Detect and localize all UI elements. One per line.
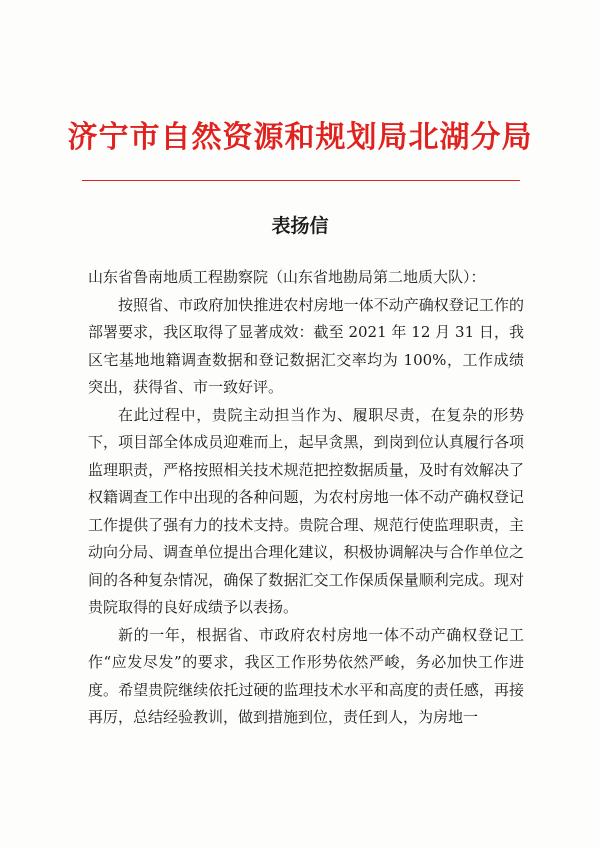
paragraph-1: 按照省、市政府加快推进农村房地一体不动产确权登记工作的部署要求，我区取得了显著成效：截至 2021 年 12 月 31 日，我区宅基地地籍调查数据和登记数据汇交率均为 100%，工作成绩突出，获得省、市一致好评。 — [88, 295, 524, 396]
letterhead-red-rule — [82, 180, 520, 181]
salutation: 山东省鲁南地质工程勘察院（山东省地勘局第二地质大队）： — [88, 268, 486, 286]
letterhead-org-name: 济宁市自然资源和规划局北湖分局 — [67, 120, 533, 155]
document-title: 表扬信 — [271, 215, 329, 237]
letter-body — [88, 264, 524, 732]
paragraph-3: 新的一年，根据省、市政府农村房地一体不动产确权登记工作“应发尽发”的要求，我区工作形势依然严峻，务必加快工作进度。希望贵院继续依托过硬的监理技术水平和高度的责任感，再接再厉，总结经验教训，做到措施到位，责任到人，为房地一 — [88, 625, 524, 726]
paragraph-2: 在此过程中，贵院主动担当作为、履职尽责，在复杂的形势下，项目部全体成员迎难而上，起早贪黑，到岗到位认真履行各项监理职责，严格按照相关技术规范把控数据质量，及时有效解决了权籍调查工作中出现的各种问题，为农村房地一体不动产确权登记工作提供了强有力的技术支持。贵院合理、规范行使监理职责，主动向分局、调查单位提出合理化建议，积极协调解决与合作单位之间的各种复杂情况，确保了数据汇交工作保质保量顺利完成。现对贵院取得的良好成绩予以表扬。 — [88, 405, 524, 616]
